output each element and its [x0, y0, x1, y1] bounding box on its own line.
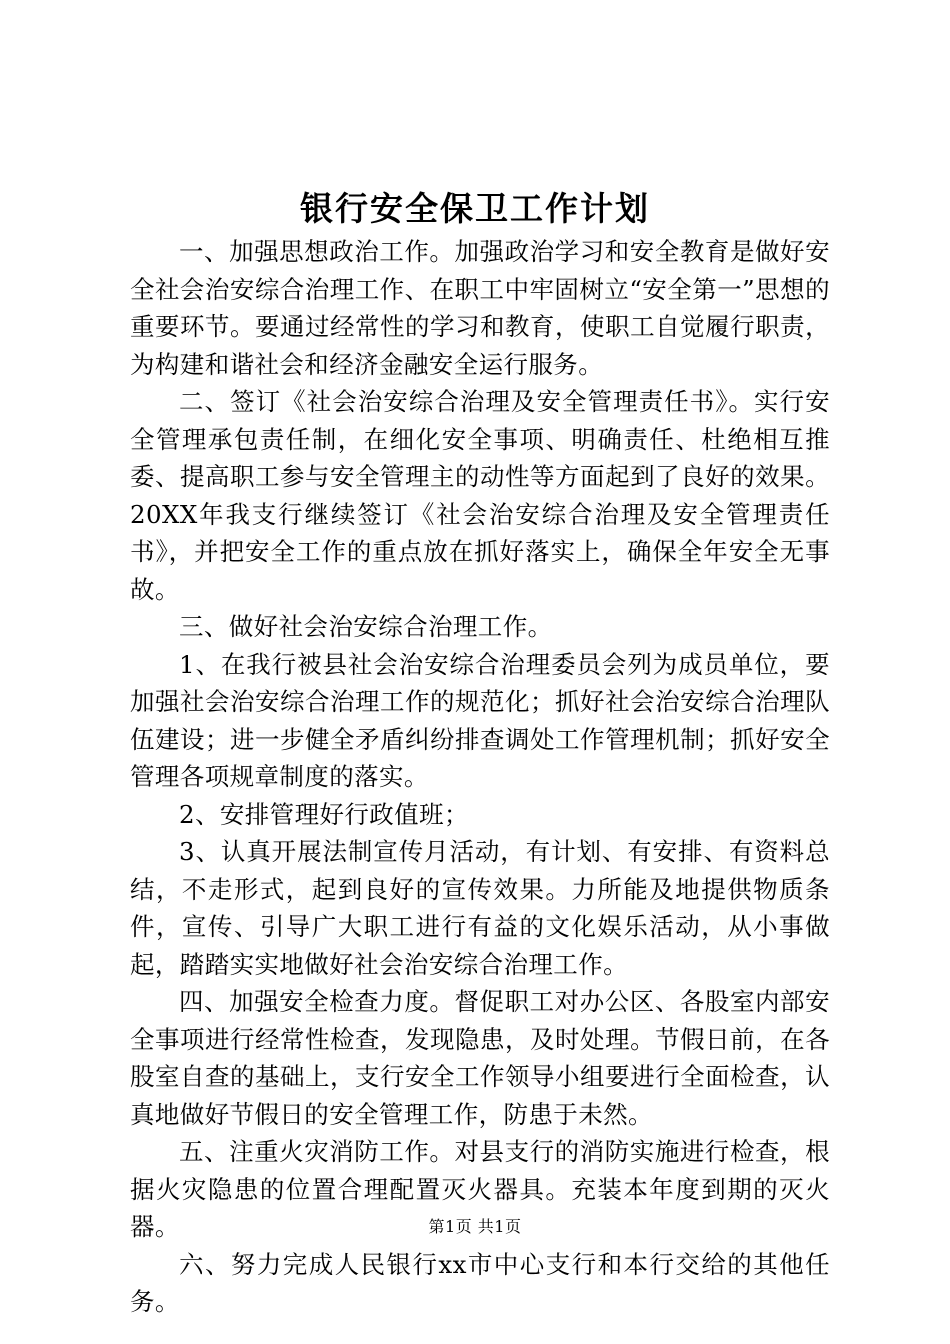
paragraph-8: 五、注重火灾消防工作。对县支行的消防实施进行检查，根据火灾隐患的位置合理配置灭火器具。充装本年度到期的灭火器。	[130, 1137, 830, 1241]
document-body	[130, 233, 830, 1321]
paragraph-5: 2、安排管理好行政值班；	[179, 799, 469, 829]
paragraph-4: 1、在我行被县社会治安综合治理委员会列为成员单位，要加强社会治安综合治理工作的规范化；抓好社会治安综合治理队伍建设；进一步健全矛盾纠纷排查调处工作管理机制；抓好安全管理各项规章制度的落实。	[130, 649, 830, 791]
paragraph-9: 六、努力完成人民银行xx市中心支行和本行交给的其他任务。	[130, 1249, 830, 1316]
paragraph-6: 3、认真开展法制宣传月活动，有计划、有安排、有资料总结，不走形式，起到良好的宣传效果。力所能及地提供物质条件，宣传、引导广大职工进行有益的文化娱乐活动，从小事做起，踏踏实实地做好社会治安综合治理工作。	[130, 837, 830, 979]
paragraph-7: 四、加强安全检查力度。督促职工对办公区、各股室内部安全事项进行经常性检查，发现隐患，及时处理。节假日前，在各股室自查的基础上，支行安全工作领导小组要进行全面检查，认真地做好节假日的安全管理工作，防患于未然。	[130, 987, 830, 1129]
paragraph-1: 一、加强思想政治工作。加强政治学习和安全教育是做好安全社会治安综合治理工作、在职工中牢固树立“安全第一”思想的重要环节。要通过经常性的学习和教育，使职工自觉履行职责，为构建和谐社会和经济金融安全运行服务。	[130, 237, 830, 379]
document-title: 银行安全保卫工作计划	[300, 189, 650, 228]
paragraph-2: 二、签订《社会治安综合治理及安全管理责任书》。实行安全管理承包责任制，在细化安全事项、明确责任、杜绝相互推委、提高职工参与安全管理主的动性等方面起到了良好的效果。20XX年我支行继续签订《社会治安综合治理及安全管理责任书》，并把安全工作的重点放在抓好落实上，确保全年安全无事故。	[130, 387, 830, 604]
page-footer: 第1页 共1页	[428, 1217, 522, 1236]
paragraph-3: 三、做好社会治安综合治理工作。	[179, 612, 553, 641]
